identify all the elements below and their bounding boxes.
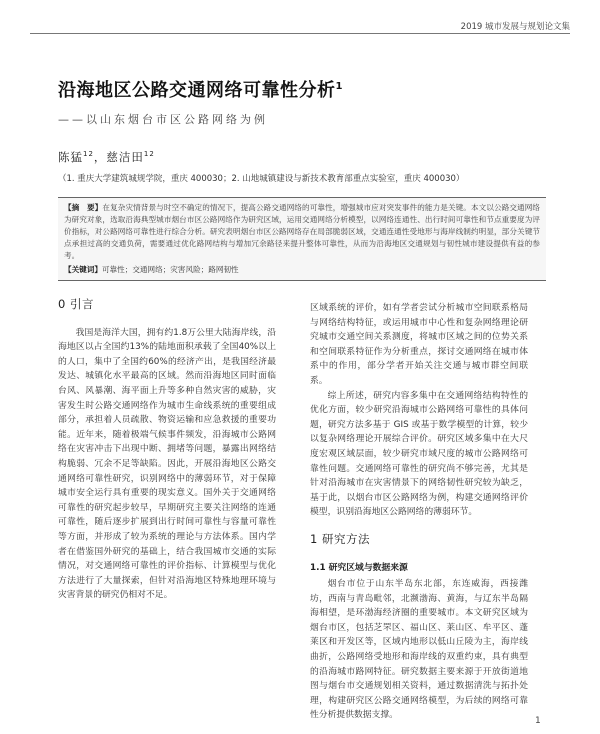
- subsection-heading: 1.1 研究区域与数据来源: [310, 562, 408, 573]
- abstract-label: 【摘 要】: [64, 203, 103, 212]
- abstract: [64, 202, 540, 262]
- author-name: 陈猛: [58, 150, 83, 164]
- body-paragraph: 综上所述，研究内容多集中在交通网络结构特性的优化方面，较少研究沿海城市公路网络可靠性的具体问题，研究方法多基于 GIS 或基于数学模型的计算，较少以复杂网络理论开展综合评价。研究区域多集中在大尺度宏观区域层面，较少研究市域尺度的城市公路网络可靠性问题。交通网络可靠性的研究尚不够完善，尤其是针对沿海城市在灾害情景下的网络韧性研究较为缺乏，基于此，以烟台市区公路网络为例，构建交通网络评价模型，识别沿海地区公路网络的薄弱环节。: [310, 390, 528, 518]
- page-number: 1: [535, 716, 541, 726]
- section-heading: 1 研究方法: [310, 531, 370, 546]
- header-divider: [30, 33, 570, 34]
- author-separator: ，: [93, 150, 107, 164]
- keywords-label: 【关键词】: [64, 265, 102, 274]
- section-heading: 0 引言: [58, 297, 94, 311]
- author-list: [58, 149, 155, 165]
- author-affil-mark: 12: [83, 150, 94, 159]
- affiliation: （1. 重庆大学建筑城规学院，重庆 400030；2. 山地城镇建设与新技术教育部重点实验室，重庆 400030）: [58, 174, 465, 184]
- running-header: 2019 城市发展与规划论文集: [460, 22, 570, 32]
- paper-subtitle: ——以山东烟台市区公路网络为例: [58, 113, 268, 126]
- title-footnote-mark: 1: [335, 81, 343, 92]
- abstract-body: 在复杂灾情背景与时空不确定的情况下，提高公路交通网络的可靠性，增强城市应对突发事件的能力是关键。本文以公路交通网络为研究对象，选取沿海典型城市烟台市区公路网络作为研究区域，运用交通网络分析模型，以网络连通性、出行时间可靠性和节点重要度为评价指标，对公路网络可靠性进行综合分析。研究表明烟台市区公路网络存在局部脆弱区域，交通连通性受地形与海岸线制约明显，部分关键节点承担过高的交通负荷，需要通过优化路网结构与增加冗余路径来提升整体可靠性，从而为沿海地区交通规划与韧性城市建设提供有益的参考。: [64, 203, 541, 260]
- author-name: 慈洁田: [106, 150, 144, 164]
- keywords: [64, 264, 540, 275]
- body-paragraph: 我国是海洋大国，拥有约1.8万公里大陆海岸线，沿海地区以占全国约13%的陆地面积承载了全国40%以上的人口，集中了全国约60%的经济产出，是我国经济最发达、城镇化水平最高的区域。然而沿海地区同时面临台风、风暴潮、海平面上升等多种自然灾害的威胁，灾害发生时公路交通网络作为城市生命线系统的重要组成部分，承担着人员疏散、物资运输和应急救援的重要功能。近年来，随着极端气候事件频发，沿海城市公路网络在灾害冲击下出现中断、拥堵等问题，暴露出网络结构脆弱、冗余不足等缺陷。因此，开展沿海地区公路交通网络可靠性研究，识别网络中的薄弱环节，对于保障城市安全运行具有重要的现实意义。国外关于交通网络可靠性的研究起步较早，早期研究主要关注网络的连通可靠性，随后逐步扩展到出行时间可靠性与容量可靠性等方面，并形成了较为系统的理论与方法体系。国内学者在借鉴国外研究的基础上，结合我国城市交通的实际情况，对交通网络可靠性的评价指标、计算模型与优化方法进行了大量探索，但针对沿海地区特殊地理环境与灾害背景的研究仍相对不足。: [58, 327, 276, 601]
- left-column: [58, 297, 276, 603]
- abstract-box: [58, 197, 546, 281]
- paper-title-text: 沿海地区公路交通网络可靠性分析: [58, 80, 336, 101]
- right-column: [310, 301, 528, 723]
- paper-title: [58, 76, 343, 102]
- body-paragraph: 烟台市位于山东半岛东北部，东连威海，西接潍坊，西南与青岛毗邻，北濒渤海、黄海，与辽东半岛隔海相望，是环渤海经济圈的重要城市。本文研究区域为烟台市区，包括芝罘区、福山区、莱山区、牟平区、蓬莱区和开发区等，区域内地形以低山丘陵为主，海岸线曲折，公路网络受地形和海岸线的双重约束，具有典型的沿海城市路网特征。研究数据主要来源于开放街道地图与烟台市交通规划相关资料，通过数据清洗与拓扑处理，构建研究区公路交通网络模型，为后续的网络可靠性分析提供数据支撑。: [310, 579, 528, 721]
- author-affil-mark: 12: [143, 150, 155, 159]
- body-paragraph: 区域系统的评价，如有学者尝试分析城市空间联系格局与网络结构特征，或运用城市中心性和复杂网络理论研究城市交通空间关系测度，将城市区域之间的位势关系和空间联系特征作为分析重点，探讨交通网络在城市体系中的作用，部分学者开始关注交通与城市群空间联系。: [310, 303, 528, 386]
- keywords-body: 可靠性；交通网络；灾害风险；路网韧性: [101, 265, 239, 274]
